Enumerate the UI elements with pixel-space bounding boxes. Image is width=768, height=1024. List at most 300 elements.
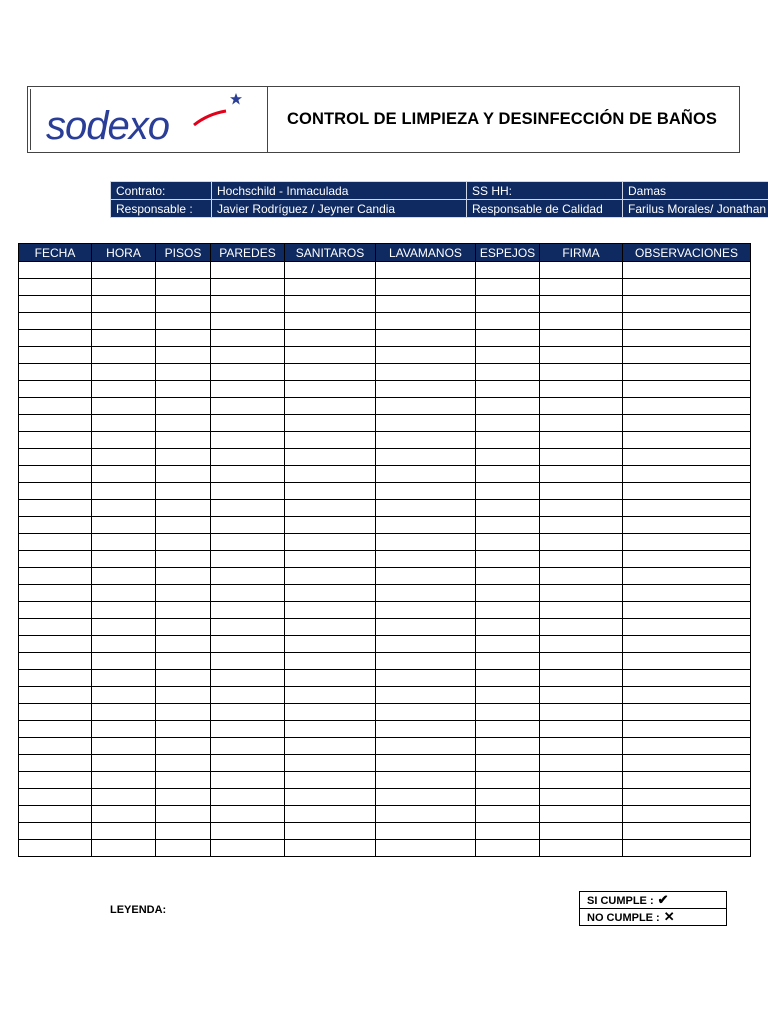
table-cell[interactable] bbox=[19, 585, 92, 602]
table-cell[interactable] bbox=[92, 772, 156, 789]
table-cell[interactable] bbox=[92, 585, 156, 602]
table-cell[interactable] bbox=[285, 670, 376, 687]
table-cell[interactable] bbox=[285, 398, 376, 415]
table-cell[interactable] bbox=[156, 347, 211, 364]
table-cell[interactable] bbox=[19, 330, 92, 347]
table-cell[interactable] bbox=[156, 364, 211, 381]
table-cell[interactable] bbox=[19, 313, 92, 330]
table-cell[interactable] bbox=[476, 704, 540, 721]
table-cell[interactable] bbox=[476, 483, 540, 500]
table-cell[interactable] bbox=[92, 347, 156, 364]
table-cell[interactable] bbox=[376, 262, 476, 279]
table-cell[interactable] bbox=[156, 636, 211, 653]
table-cell[interactable] bbox=[540, 687, 623, 704]
table-cell[interactable] bbox=[285, 789, 376, 806]
table-cell[interactable] bbox=[285, 823, 376, 840]
table-cell[interactable] bbox=[156, 823, 211, 840]
table-cell[interactable] bbox=[19, 534, 92, 551]
table-cell[interactable] bbox=[19, 381, 92, 398]
table-cell[interactable] bbox=[211, 313, 285, 330]
table-cell[interactable] bbox=[540, 534, 623, 551]
table-cell[interactable] bbox=[540, 313, 623, 330]
table-cell[interactable] bbox=[623, 500, 751, 517]
table-cell[interactable] bbox=[285, 483, 376, 500]
table-cell[interactable] bbox=[476, 534, 540, 551]
table-cell[interactable] bbox=[211, 262, 285, 279]
table-cell[interactable] bbox=[376, 313, 476, 330]
table-cell[interactable] bbox=[376, 432, 476, 449]
table-cell[interactable] bbox=[623, 432, 751, 449]
table-cell[interactable] bbox=[476, 330, 540, 347]
table-cell[interactable] bbox=[476, 279, 540, 296]
table-cell[interactable] bbox=[156, 432, 211, 449]
table-cell[interactable] bbox=[285, 551, 376, 568]
table-cell[interactable] bbox=[92, 619, 156, 636]
table-cell[interactable] bbox=[623, 466, 751, 483]
table-cell[interactable] bbox=[19, 347, 92, 364]
table-cell[interactable] bbox=[376, 296, 476, 313]
table-cell[interactable] bbox=[285, 415, 376, 432]
table-cell[interactable] bbox=[156, 585, 211, 602]
table-cell[interactable] bbox=[211, 619, 285, 636]
table-cell[interactable] bbox=[623, 364, 751, 381]
table-cell[interactable] bbox=[376, 534, 476, 551]
table-cell[interactable] bbox=[623, 330, 751, 347]
table-cell[interactable] bbox=[156, 687, 211, 704]
table-cell[interactable] bbox=[19, 483, 92, 500]
table-cell[interactable] bbox=[376, 381, 476, 398]
table-cell[interactable] bbox=[285, 687, 376, 704]
table-cell[interactable] bbox=[19, 568, 92, 585]
table-cell[interactable] bbox=[211, 330, 285, 347]
table-cell[interactable] bbox=[92, 670, 156, 687]
table-cell[interactable] bbox=[211, 517, 285, 534]
table-cell[interactable] bbox=[156, 789, 211, 806]
table-cell[interactable] bbox=[376, 704, 476, 721]
table-cell[interactable] bbox=[211, 687, 285, 704]
table-cell[interactable] bbox=[156, 568, 211, 585]
table-cell[interactable] bbox=[623, 840, 751, 857]
table-cell[interactable] bbox=[623, 449, 751, 466]
table-cell[interactable] bbox=[476, 517, 540, 534]
table-cell[interactable] bbox=[540, 279, 623, 296]
table-cell[interactable] bbox=[285, 330, 376, 347]
table-cell[interactable] bbox=[376, 636, 476, 653]
table-cell[interactable] bbox=[476, 313, 540, 330]
table-cell[interactable] bbox=[285, 738, 376, 755]
table-cell[interactable] bbox=[376, 398, 476, 415]
table-cell[interactable] bbox=[19, 738, 92, 755]
table-cell[interactable] bbox=[92, 704, 156, 721]
table-cell[interactable] bbox=[19, 432, 92, 449]
table-cell[interactable] bbox=[540, 381, 623, 398]
table-cell[interactable] bbox=[540, 704, 623, 721]
table-cell[interactable] bbox=[376, 789, 476, 806]
table-cell[interactable] bbox=[19, 670, 92, 687]
table-cell[interactable] bbox=[19, 653, 92, 670]
table-cell[interactable] bbox=[211, 704, 285, 721]
table-cell[interactable] bbox=[540, 772, 623, 789]
table-cell[interactable] bbox=[92, 500, 156, 517]
table-cell[interactable] bbox=[476, 500, 540, 517]
table-cell[interactable] bbox=[476, 823, 540, 840]
table-cell[interactable] bbox=[623, 517, 751, 534]
table-cell[interactable] bbox=[19, 619, 92, 636]
table-cell[interactable] bbox=[623, 296, 751, 313]
table-cell[interactable] bbox=[285, 534, 376, 551]
table-cell[interactable] bbox=[285, 636, 376, 653]
table-cell[interactable] bbox=[623, 347, 751, 364]
table-cell[interactable] bbox=[92, 636, 156, 653]
table-cell[interactable] bbox=[92, 551, 156, 568]
table-cell[interactable] bbox=[623, 721, 751, 738]
table-cell[interactable] bbox=[540, 517, 623, 534]
table-cell[interactable] bbox=[476, 466, 540, 483]
table-cell[interactable] bbox=[92, 449, 156, 466]
table-cell[interactable] bbox=[376, 551, 476, 568]
table-cell[interactable] bbox=[376, 449, 476, 466]
table-cell[interactable] bbox=[19, 262, 92, 279]
table-cell[interactable] bbox=[92, 432, 156, 449]
table-cell[interactable] bbox=[19, 279, 92, 296]
table-cell[interactable] bbox=[623, 279, 751, 296]
table-cell[interactable] bbox=[540, 262, 623, 279]
table-cell[interactable] bbox=[156, 330, 211, 347]
table-cell[interactable] bbox=[540, 670, 623, 687]
table-cell[interactable] bbox=[285, 755, 376, 772]
table-cell[interactable] bbox=[476, 602, 540, 619]
table-cell[interactable] bbox=[92, 653, 156, 670]
table-cell[interactable] bbox=[19, 415, 92, 432]
table-cell[interactable] bbox=[476, 551, 540, 568]
table-cell[interactable] bbox=[211, 364, 285, 381]
table-cell[interactable] bbox=[285, 619, 376, 636]
table-cell[interactable] bbox=[476, 432, 540, 449]
table-cell[interactable] bbox=[285, 466, 376, 483]
table-cell[interactable] bbox=[156, 483, 211, 500]
table-cell[interactable] bbox=[156, 721, 211, 738]
table-cell[interactable] bbox=[19, 466, 92, 483]
table-cell[interactable] bbox=[476, 296, 540, 313]
table-cell[interactable] bbox=[211, 279, 285, 296]
table-cell[interactable] bbox=[92, 568, 156, 585]
table-cell[interactable] bbox=[623, 262, 751, 279]
table-cell[interactable] bbox=[92, 279, 156, 296]
table-cell[interactable] bbox=[19, 398, 92, 415]
table-cell[interactable] bbox=[211, 772, 285, 789]
table-cell[interactable] bbox=[476, 687, 540, 704]
table-cell[interactable] bbox=[285, 772, 376, 789]
table-cell[interactable] bbox=[376, 738, 476, 755]
table-cell[interactable] bbox=[285, 517, 376, 534]
table-cell[interactable] bbox=[476, 364, 540, 381]
table-cell[interactable] bbox=[376, 755, 476, 772]
table-cell[interactable] bbox=[623, 313, 751, 330]
table-cell[interactable] bbox=[376, 823, 476, 840]
table-cell[interactable] bbox=[285, 347, 376, 364]
table-cell[interactable] bbox=[156, 500, 211, 517]
table-cell[interactable] bbox=[92, 398, 156, 415]
table-cell[interactable] bbox=[285, 262, 376, 279]
table-cell[interactable] bbox=[19, 806, 92, 823]
table-cell[interactable] bbox=[540, 296, 623, 313]
table-cell[interactable] bbox=[211, 483, 285, 500]
table-cell[interactable] bbox=[19, 296, 92, 313]
table-cell[interactable] bbox=[211, 449, 285, 466]
table-cell[interactable] bbox=[211, 398, 285, 415]
table-cell[interactable] bbox=[92, 313, 156, 330]
table-cell[interactable] bbox=[540, 636, 623, 653]
table-cell[interactable] bbox=[623, 687, 751, 704]
table-cell[interactable] bbox=[476, 670, 540, 687]
table-cell[interactable] bbox=[376, 806, 476, 823]
table-cell[interactable] bbox=[540, 415, 623, 432]
table-cell[interactable] bbox=[623, 772, 751, 789]
table-cell[interactable] bbox=[156, 449, 211, 466]
table-cell[interactable] bbox=[19, 636, 92, 653]
table-cell[interactable] bbox=[211, 653, 285, 670]
table-cell[interactable] bbox=[540, 840, 623, 857]
table-cell[interactable] bbox=[540, 347, 623, 364]
table-cell[interactable] bbox=[623, 823, 751, 840]
table-cell[interactable] bbox=[376, 279, 476, 296]
table-cell[interactable] bbox=[156, 279, 211, 296]
table-cell[interactable] bbox=[156, 738, 211, 755]
table-cell[interactable] bbox=[92, 534, 156, 551]
table-cell[interactable] bbox=[19, 449, 92, 466]
table-cell[interactable] bbox=[156, 602, 211, 619]
table-cell[interactable] bbox=[623, 738, 751, 755]
table-cell[interactable] bbox=[92, 262, 156, 279]
table-cell[interactable] bbox=[211, 347, 285, 364]
table-cell[interactable] bbox=[540, 789, 623, 806]
table-cell[interactable] bbox=[476, 738, 540, 755]
table-cell[interactable] bbox=[540, 653, 623, 670]
table-cell[interactable] bbox=[376, 670, 476, 687]
table-cell[interactable] bbox=[285, 602, 376, 619]
table-cell[interactable] bbox=[376, 772, 476, 789]
table-cell[interactable] bbox=[476, 619, 540, 636]
table-cell[interactable] bbox=[285, 568, 376, 585]
table-cell[interactable] bbox=[156, 772, 211, 789]
table-cell[interactable] bbox=[476, 262, 540, 279]
table-cell[interactable] bbox=[211, 789, 285, 806]
table-cell[interactable] bbox=[376, 415, 476, 432]
table-cell[interactable] bbox=[19, 551, 92, 568]
table-cell[interactable] bbox=[376, 500, 476, 517]
table-cell[interactable] bbox=[540, 483, 623, 500]
table-cell[interactable] bbox=[376, 517, 476, 534]
table-cell[interactable] bbox=[92, 721, 156, 738]
table-cell[interactable] bbox=[476, 789, 540, 806]
table-cell[interactable] bbox=[156, 840, 211, 857]
table-cell[interactable] bbox=[92, 415, 156, 432]
table-cell[interactable] bbox=[19, 500, 92, 517]
table-cell[interactable] bbox=[376, 568, 476, 585]
table-cell[interactable] bbox=[19, 772, 92, 789]
table-cell[interactable] bbox=[285, 313, 376, 330]
table-cell[interactable] bbox=[623, 551, 751, 568]
table-cell[interactable] bbox=[19, 823, 92, 840]
table-cell[interactable] bbox=[623, 381, 751, 398]
table-cell[interactable] bbox=[211, 585, 285, 602]
table-cell[interactable] bbox=[285, 449, 376, 466]
table-cell[interactable] bbox=[211, 806, 285, 823]
table-cell[interactable] bbox=[623, 636, 751, 653]
table-cell[interactable] bbox=[540, 551, 623, 568]
table-cell[interactable] bbox=[211, 670, 285, 687]
table-cell[interactable] bbox=[92, 755, 156, 772]
table-cell[interactable] bbox=[211, 432, 285, 449]
table-cell[interactable] bbox=[156, 534, 211, 551]
table-cell[interactable] bbox=[211, 823, 285, 840]
table-cell[interactable] bbox=[211, 738, 285, 755]
table-cell[interactable] bbox=[156, 262, 211, 279]
table-cell[interactable] bbox=[285, 279, 376, 296]
table-cell[interactable] bbox=[540, 755, 623, 772]
table-cell[interactable] bbox=[623, 398, 751, 415]
table-cell[interactable] bbox=[540, 738, 623, 755]
table-cell[interactable] bbox=[623, 568, 751, 585]
table-cell[interactable] bbox=[19, 789, 92, 806]
table-cell[interactable] bbox=[156, 517, 211, 534]
table-cell[interactable] bbox=[376, 687, 476, 704]
table-cell[interactable] bbox=[540, 449, 623, 466]
table-cell[interactable] bbox=[623, 619, 751, 636]
table-cell[interactable] bbox=[92, 738, 156, 755]
table-cell[interactable] bbox=[19, 840, 92, 857]
table-cell[interactable] bbox=[623, 806, 751, 823]
table-cell[interactable] bbox=[623, 755, 751, 772]
table-cell[interactable] bbox=[476, 398, 540, 415]
table-cell[interactable] bbox=[623, 602, 751, 619]
table-cell[interactable] bbox=[376, 602, 476, 619]
table-cell[interactable] bbox=[156, 313, 211, 330]
table-cell[interactable] bbox=[156, 551, 211, 568]
table-cell[interactable] bbox=[156, 381, 211, 398]
table-cell[interactable] bbox=[623, 789, 751, 806]
table-cell[interactable] bbox=[285, 704, 376, 721]
table-cell[interactable] bbox=[92, 789, 156, 806]
table-cell[interactable] bbox=[476, 347, 540, 364]
table-cell[interactable] bbox=[211, 415, 285, 432]
table-cell[interactable] bbox=[19, 721, 92, 738]
table-cell[interactable] bbox=[156, 806, 211, 823]
table-cell[interactable] bbox=[211, 534, 285, 551]
table-cell[interactable] bbox=[285, 806, 376, 823]
table-cell[interactable] bbox=[540, 721, 623, 738]
table-cell[interactable] bbox=[376, 466, 476, 483]
table-cell[interactable] bbox=[211, 568, 285, 585]
table-cell[interactable] bbox=[623, 670, 751, 687]
table-cell[interactable] bbox=[540, 823, 623, 840]
table-cell[interactable] bbox=[476, 653, 540, 670]
table-cell[interactable] bbox=[540, 466, 623, 483]
table-cell[interactable] bbox=[540, 432, 623, 449]
table-cell[interactable] bbox=[211, 755, 285, 772]
table-cell[interactable] bbox=[540, 364, 623, 381]
table-cell[interactable] bbox=[540, 602, 623, 619]
table-cell[interactable] bbox=[540, 806, 623, 823]
table-cell[interactable] bbox=[19, 364, 92, 381]
table-cell[interactable] bbox=[92, 466, 156, 483]
table-cell[interactable] bbox=[211, 381, 285, 398]
table-cell[interactable] bbox=[540, 330, 623, 347]
table-cell[interactable] bbox=[476, 568, 540, 585]
table-cell[interactable] bbox=[476, 721, 540, 738]
table-cell[interactable] bbox=[156, 296, 211, 313]
table-cell[interactable] bbox=[540, 585, 623, 602]
table-cell[interactable] bbox=[540, 619, 623, 636]
table-cell[interactable] bbox=[156, 466, 211, 483]
table-cell[interactable] bbox=[540, 500, 623, 517]
table-cell[interactable] bbox=[376, 585, 476, 602]
table-cell[interactable] bbox=[156, 415, 211, 432]
table-cell[interactable] bbox=[285, 585, 376, 602]
table-cell[interactable] bbox=[376, 347, 476, 364]
table-cell[interactable] bbox=[285, 840, 376, 857]
table-cell[interactable] bbox=[285, 364, 376, 381]
table-cell[interactable] bbox=[476, 806, 540, 823]
table-cell[interactable] bbox=[19, 687, 92, 704]
table-cell[interactable] bbox=[376, 840, 476, 857]
table-cell[interactable] bbox=[19, 755, 92, 772]
table-cell[interactable] bbox=[19, 704, 92, 721]
table-cell[interactable] bbox=[92, 364, 156, 381]
table-cell[interactable] bbox=[211, 721, 285, 738]
table-cell[interactable] bbox=[92, 840, 156, 857]
table-cell[interactable] bbox=[211, 466, 285, 483]
table-cell[interactable] bbox=[476, 415, 540, 432]
table-cell[interactable] bbox=[156, 704, 211, 721]
table-cell[interactable] bbox=[92, 483, 156, 500]
table-cell[interactable] bbox=[623, 585, 751, 602]
table-cell[interactable] bbox=[156, 619, 211, 636]
table-cell[interactable] bbox=[376, 330, 476, 347]
table-cell[interactable] bbox=[92, 602, 156, 619]
table-cell[interactable] bbox=[285, 653, 376, 670]
table-cell[interactable] bbox=[476, 755, 540, 772]
table-cell[interactable] bbox=[285, 432, 376, 449]
table-cell[interactable] bbox=[376, 483, 476, 500]
table-cell[interactable] bbox=[92, 381, 156, 398]
table-cell[interactable] bbox=[476, 772, 540, 789]
table-cell[interactable] bbox=[476, 636, 540, 653]
table-cell[interactable] bbox=[476, 381, 540, 398]
table-cell[interactable] bbox=[285, 296, 376, 313]
table-cell[interactable] bbox=[92, 330, 156, 347]
table-cell[interactable] bbox=[476, 840, 540, 857]
table-cell[interactable] bbox=[92, 296, 156, 313]
table-cell[interactable] bbox=[376, 721, 476, 738]
table-cell[interactable] bbox=[623, 534, 751, 551]
table-cell[interactable] bbox=[92, 517, 156, 534]
table-cell[interactable] bbox=[376, 619, 476, 636]
table-cell[interactable] bbox=[211, 296, 285, 313]
table-cell[interactable] bbox=[92, 687, 156, 704]
table-cell[interactable] bbox=[211, 500, 285, 517]
table-cell[interactable] bbox=[211, 602, 285, 619]
table-cell[interactable] bbox=[156, 755, 211, 772]
table-cell[interactable] bbox=[211, 551, 285, 568]
table-cell[interactable] bbox=[211, 840, 285, 857]
table-cell[interactable] bbox=[285, 721, 376, 738]
table-cell[interactable] bbox=[156, 398, 211, 415]
table-cell[interactable] bbox=[540, 398, 623, 415]
table-cell[interactable] bbox=[92, 806, 156, 823]
table-cell[interactable] bbox=[623, 415, 751, 432]
table-cell[interactable] bbox=[19, 517, 92, 534]
